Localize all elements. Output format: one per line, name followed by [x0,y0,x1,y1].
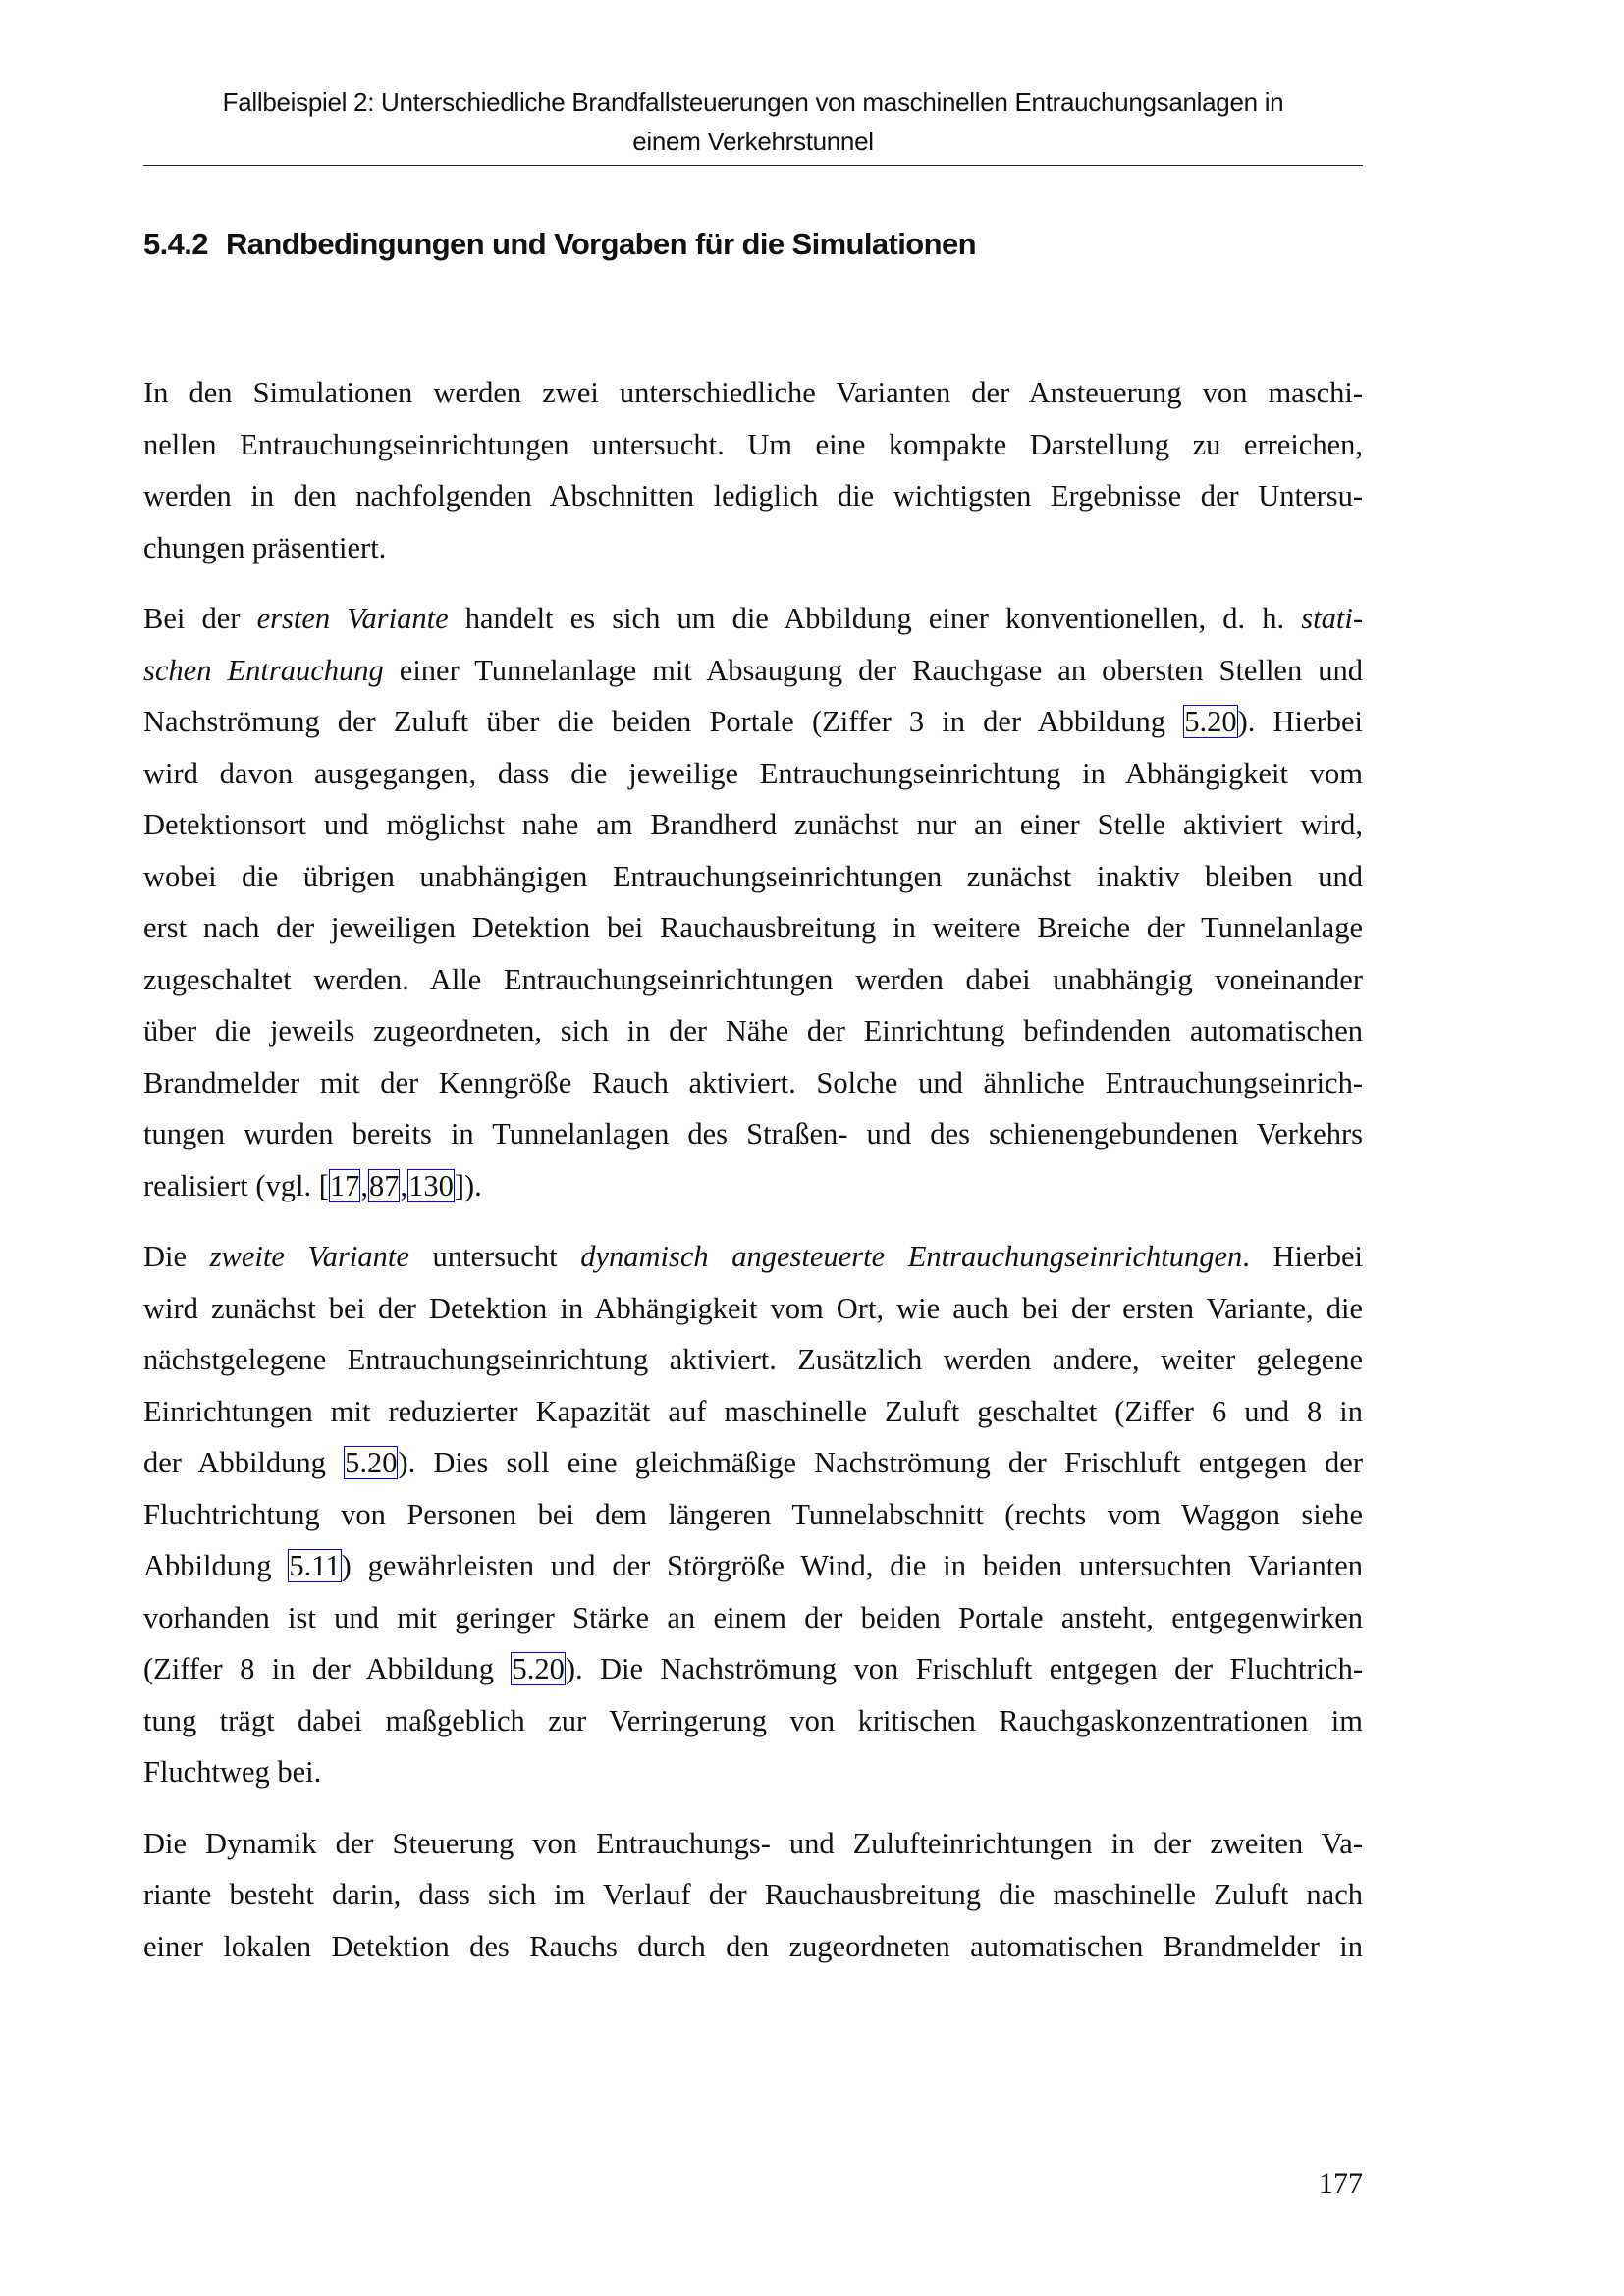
text-line [143,419,1363,471]
text-line [143,367,1363,419]
text-span: Brandmelder mit der Kenngröße Rauch aktiviert. Solche und ähnliche Entrauchungseinrich- [143,1065,1363,1099]
text-span: über die jeweils zugeordneten, sich in der Nähe der Einrichtung befindenden automatischen [143,1014,1363,1047]
text-line [143,645,1363,697]
paragraph [143,367,1363,573]
emphasis-text: ersten Variante [256,602,449,635]
text-span: nellen Entrauchungseinrichtungen untersucht. Um eine kompakte Darstellung zu erreichen, [143,427,1363,461]
page-number: 177 [1319,2167,1363,2200]
body-text [143,367,1363,1992]
header-rule [143,165,1363,166]
text-span: Fluchtrichtung von Personen bei dem längeren Tunnelabschnitt (rechts vom Waggon siehe [143,1497,1363,1531]
reference-link[interactable]: 5.20 [512,1652,565,1685]
text-span: nächstgelegene Entrauchungseinrichtung aktiviert. Zusätzlich werden andere, weiter gelegene [143,1343,1363,1376]
running-header [143,82,1363,161]
text-line [143,902,1363,954]
text-line [143,522,1363,574]
running-header-line-2: einem Verkehrstunnel [632,127,874,156]
text-span: , [400,1168,408,1202]
text-line [143,1437,1363,1489]
text-line [143,748,1363,800]
running-header-line-1: Fallbeispiel 2: Unterschiedliche Brandfallsteuerungen von maschinellen Entrauchungsanlagen in [222,87,1284,117]
emphasis-text: schen Entrauchung [143,653,384,687]
text-line [143,593,1363,645]
text-span: werden in den nachfolgenden Abschnitten lediglich die wichtigsten Ergebnisse der Untersu- [143,479,1363,512]
text-line [143,696,1363,748]
text-span: Nachströmung der Zuluft über die beiden Portale (Ziffer 3 in der Abbildung [143,705,1184,738]
text-span: realisiert (vgl. [ [143,1168,329,1202]
text-span: Einrichtungen mit reduzierter Kapazität auf maschinelle Zuluft geschaltet (Ziffer 6 und 8 in [143,1394,1363,1428]
text-span: einer lokalen Detektion des Rauchs durch den zugeordneten automatischen Brandmelder in [143,1929,1363,1963]
text-line [143,851,1363,903]
text-span: Die [143,1240,210,1273]
text-span: handelt es sich um die Abbildung einer konventionellen, d. h. [448,602,1302,635]
text-span: Die Dynamik der Steuerung von Entrauchungs- und Zulufteinrichtungen in der zweiten Va- [143,1826,1363,1860]
text-line [143,1489,1363,1541]
text-span: , [360,1168,368,1202]
section-title: Randbedingungen und Vorgaben für die Simulationen [225,227,976,261]
section-number: 5.4.2 [143,227,208,261]
reference-link[interactable]: 5.20 [345,1446,398,1479]
text-span: chungen präsentiert. [143,530,387,564]
text-line [143,1283,1363,1335]
text-line [143,799,1363,851]
text-line [143,1921,1363,1973]
emphasis-text: stati- [1301,602,1363,635]
text-span: Detektionsort und möglichst nahe am Brandherd zunächst nur an einer Stelle aktiviert wird, [143,808,1363,841]
text-line [143,470,1363,522]
text-span: In den Simulationen werden zwei unterschiedliche Varianten der Ansteuerung von maschi- [143,376,1363,409]
text-span: ]). [454,1168,482,1202]
emphasis-text: zweite Variante [209,1240,409,1273]
section-heading [143,224,976,265]
paragraph [143,593,1363,1211]
paragraph [143,1231,1363,1798]
text-span: (Ziffer 8 in der Abbildung [143,1652,512,1685]
text-line [143,1695,1363,1747]
text-span: riante besteht darin, dass sich im Verlauf der Rauchausbreitung die maschinelle Zuluft nach [143,1878,1363,1911]
text-span: der Abbildung [143,1446,345,1479]
text-line [143,1643,1363,1695]
text-span: zugeschaltet werden. Alle Entrauchungseinrichtungen werden dabei unabhängig voneinander [143,962,1363,996]
reference-link[interactable]: 87 [368,1168,400,1202]
text-line [143,1108,1363,1160]
text-line [143,1592,1363,1644]
text-line [143,1818,1363,1870]
text-line [143,1540,1363,1592]
text-span: Abbildung [143,1549,289,1582]
text-span: Fluchtweg bei. [143,1755,322,1789]
text-span: Bei der [143,602,257,635]
reference-link[interactable]: 5.20 [1184,705,1237,738]
text-span: ). Hierbei [1237,705,1363,738]
text-span: . Hierbei [1242,1240,1363,1273]
text-span: tungen wurden bereits in Tunnelanlagen des Straßen- und des schienengebundenen Verkehrs [143,1117,1363,1150]
text-line [143,1160,1363,1212]
text-line [143,1334,1363,1386]
text-span: wird zunächst bei der Detektion in Abhängigkeit vom Ort, wie auch bei der ersten Variante, die [143,1291,1363,1325]
text-line [143,1057,1363,1109]
text-line [143,954,1363,1006]
text-span: tung trägt dabei maßgeblich zur Verringerung von kritischen Rauchgaskonzentrationen im [143,1703,1363,1737]
text-line [143,1231,1363,1283]
text-span: erst nach der jeweiligen Detektion bei Rauchausbreitung in weitere Breiche der Tunnelanlage [143,911,1363,944]
reference-link[interactable]: 130 [408,1168,454,1202]
text-span: ). Die Nachströmung von Frischluft entgegen der Fluchtrich- [565,1652,1363,1685]
text-line [143,1869,1363,1921]
text-span: ). Dies soll eine gleichmäßige Nachströmung der Frischluft entgegen der [398,1446,1363,1479]
text-span: ) gewährleisten und der Störgröße Wind, die in beiden untersuchten Varianten [341,1549,1363,1582]
text-span: einer Tunnelanlage mit Absaugung der Rauchgase an obersten Stellen und [383,653,1363,687]
text-span: untersucht [408,1240,581,1273]
reference-link[interactable]: 5.11 [289,1549,341,1582]
paragraph [143,1818,1363,1973]
text-span: wobei die übrigen unabhängigen Entrauchungseinrichtungen zunächst inaktiv bleiben und [143,859,1363,893]
text-line [143,1746,1363,1798]
text-span: wird davon ausgegangen, dass die jeweilige Entrauchungseinrichtung in Abhängigkeit vom [143,756,1363,790]
reference-link[interactable]: 17 [329,1168,360,1202]
emphasis-text: dynamisch angesteuerte Entrauchungseinrichtungen [580,1240,1243,1273]
text-line [143,1005,1363,1057]
text-line [143,1386,1363,1438]
text-span: vorhanden ist und mit geringer Stärke an einem der beiden Portale ansteht, entgegenwirken [143,1600,1363,1634]
